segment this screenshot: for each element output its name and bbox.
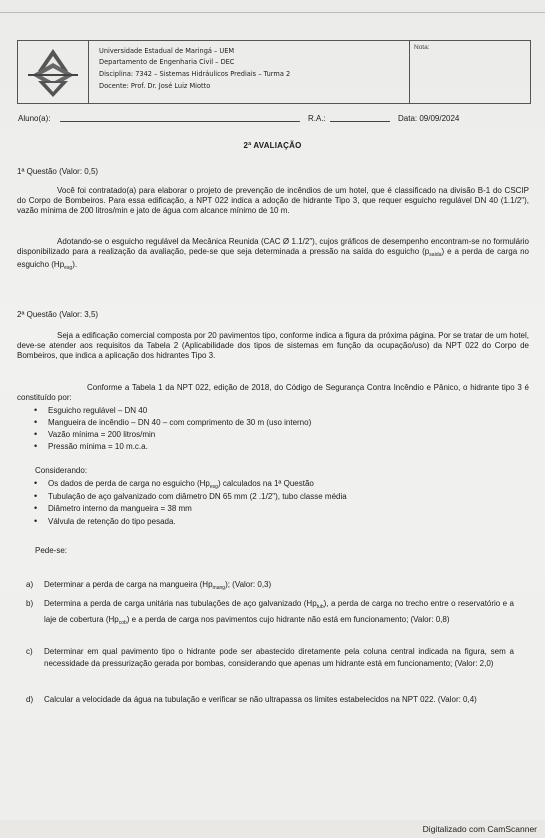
pede-se-label: Pede-se: bbox=[35, 546, 68, 555]
q2-heading: 2ª Questão (Valor: 3,5) bbox=[17, 310, 99, 319]
item-c bbox=[26, 646, 514, 669]
q1-p1-text: Você foi contratado(a) para elaborar o projeto de prevenção de incêndios de um hotel, que é classificado na divisão B-1 do CSCIP do Corpo de Bombeiros. Para essa edificação, a NPT 022 indica a adoção de hidrante Tipo 3, que requer esguicho regulável DN 40 (1.1/2"), vazão mínima de 200 litros/min e jato de água com alcance mínimo de 10 m. bbox=[17, 186, 529, 216]
q1-paragraph-1 bbox=[17, 186, 529, 217]
item-b-sub1: tub bbox=[316, 604, 324, 610]
q2-p1-text: Seja a edificação comercial composta por 20 pavimentos tipo, conforme indica a figura da próxima página. Por se tratar de um hotel, deve-se atender aos requisitos da Tabela 2 (Aplicabilidade dos tipos de sistemas em função da ocupação/uso) da NPT 022 do Corpo de Bombeiros, que indica a aplicação dos hidrantes Tipo 3. bbox=[17, 331, 529, 361]
item-d-text: Calcular a velocidade da água na tubulação e verificar se não ultrapassa os limites estabelecidos na NPT 022. (Valor: 0,4) bbox=[44, 695, 477, 704]
q2-bullet-3: • Vazão mínima = 200 litros/min bbox=[48, 430, 155, 439]
item-a-post: ); (Valor: 0,3) bbox=[225, 580, 272, 589]
grade-label: Nota: bbox=[414, 44, 430, 51]
q2-bullet-7: • Diâmetro interno da mangueira = 38 mm bbox=[48, 504, 192, 513]
department-name: Departamento de Engenharia Civil – DEC bbox=[99, 58, 235, 66]
item-b-post: ) e a perda de carga nos pavimentos cujo hidrante não está em funcionamento; (Valor: 0,8) bbox=[126, 614, 450, 624]
scan-edge-line bbox=[0, 12, 545, 13]
considerando-label: Considerando: bbox=[35, 466, 88, 475]
grade-box bbox=[410, 41, 529, 103]
q2-paragraph-1 bbox=[17, 331, 529, 362]
ra-label: R.A.: bbox=[308, 114, 326, 123]
item-d-letter: d) bbox=[26, 695, 34, 704]
item-c-text: Determinar em qual pavimento tipo o hidrante pode ser abastecido diretamente pela coluna central indicada na figura, sem a necessidade da pressurização gerada por bombas, considerando que apenas um hidrante está em funcionamento; (Valor: 2,0) bbox=[44, 647, 514, 668]
item-a-pre: Determinar a perda de carga na mangueira (Hp bbox=[44, 580, 213, 589]
q2-bullet-2: • Mangueira de incêndio – DN 40 – com comprimento de 30 m (uso interno) bbox=[48, 418, 311, 427]
q1-p2-sub2: esg bbox=[64, 265, 73, 272]
student-name-field[interactable] bbox=[60, 121, 300, 122]
q1-p2-sub: saída bbox=[429, 252, 442, 259]
bullet-5-post: ) calculados na 1ª Questão bbox=[217, 479, 314, 488]
q2-p2-text: Conforme a Tabela 1 da NPT 022, edição de 2018, do Código de Segurança Contra Incêndio e Pânico, o hidrante tipo 3 é constituído por: bbox=[17, 383, 529, 403]
discipline-name: Disciplina: 7342 – Sistemas Hidráulicos Prediais – Turma 2 bbox=[99, 70, 291, 78]
item-c-letter: c) bbox=[26, 647, 33, 656]
scanner-watermark: Digitalizado com CamScanner bbox=[422, 824, 537, 834]
q2-bullet-8: • Válvula de retenção do tipo pesada. bbox=[48, 517, 176, 526]
item-a bbox=[26, 579, 514, 595]
item-b-mid: ), a perda de carga no trecho entre o reservatório e a laje de cobertura (Hp bbox=[44, 599, 515, 624]
exam-date: Data: 09/09/2024 bbox=[398, 114, 460, 123]
bullet-5-pre: Os dados de perda de carga no esguicho (Hp bbox=[48, 479, 210, 488]
student-name-label: Aluno(a): bbox=[18, 114, 51, 123]
q2-paragraph-2 bbox=[17, 383, 529, 403]
uem-logo-icon bbox=[18, 41, 89, 103]
q1-p2-text: Adotando-se o esguicho regulável da Mecânica Reunida (CAC Ø 1.1/2"), cujos gráficos de desempenho encontram-se no formulário disponibilizado para a realização da avaliação, pede-se que seja determinada a pressão na saída do esguicho (p bbox=[17, 237, 529, 257]
q1-p2-end: ). bbox=[72, 260, 78, 270]
item-d bbox=[26, 694, 514, 706]
q1-heading: 1ª Questão (Valor: 0,5) bbox=[17, 167, 99, 176]
exam-title: 2ª AVALIAÇÃO bbox=[243, 141, 302, 150]
item-b-pre: Determina a perda de carga unitária nas tubulações de aço galvanizado (Hp bbox=[44, 599, 317, 608]
university-name: Universidade Estadual de Maringá – UEM bbox=[99, 47, 235, 55]
q2-bullet-6: • Tubulação de aço galvanizado com diâmetro DN 65 mm (2 .1/2"), tubo classe média bbox=[48, 492, 347, 501]
q1-p2-mid: ) e a perda de carga no esguicho (Hp bbox=[17, 247, 529, 270]
item-b-letter: b) bbox=[26, 599, 34, 608]
teacher-name: Docente: Prof. Dr. José Luiz Miotto bbox=[99, 82, 211, 90]
bullet-5-sub: esg bbox=[209, 484, 218, 490]
item-a-sub: mang bbox=[212, 585, 226, 591]
item-b bbox=[26, 598, 515, 629]
q2-bullet-4: • Pressão mínima = 10 m.c.a. bbox=[48, 442, 148, 451]
header-box bbox=[17, 40, 531, 104]
q2-bullet-5 bbox=[48, 479, 314, 490]
item-b-sub2: cob bbox=[118, 619, 127, 626]
q2-bullet-1: • Esguicho regulável – DN 40 bbox=[48, 406, 147, 415]
header-info bbox=[89, 41, 410, 103]
ra-field[interactable] bbox=[330, 121, 390, 122]
q1-paragraph-2 bbox=[17, 237, 529, 274]
item-a-letter: a) bbox=[26, 580, 34, 589]
